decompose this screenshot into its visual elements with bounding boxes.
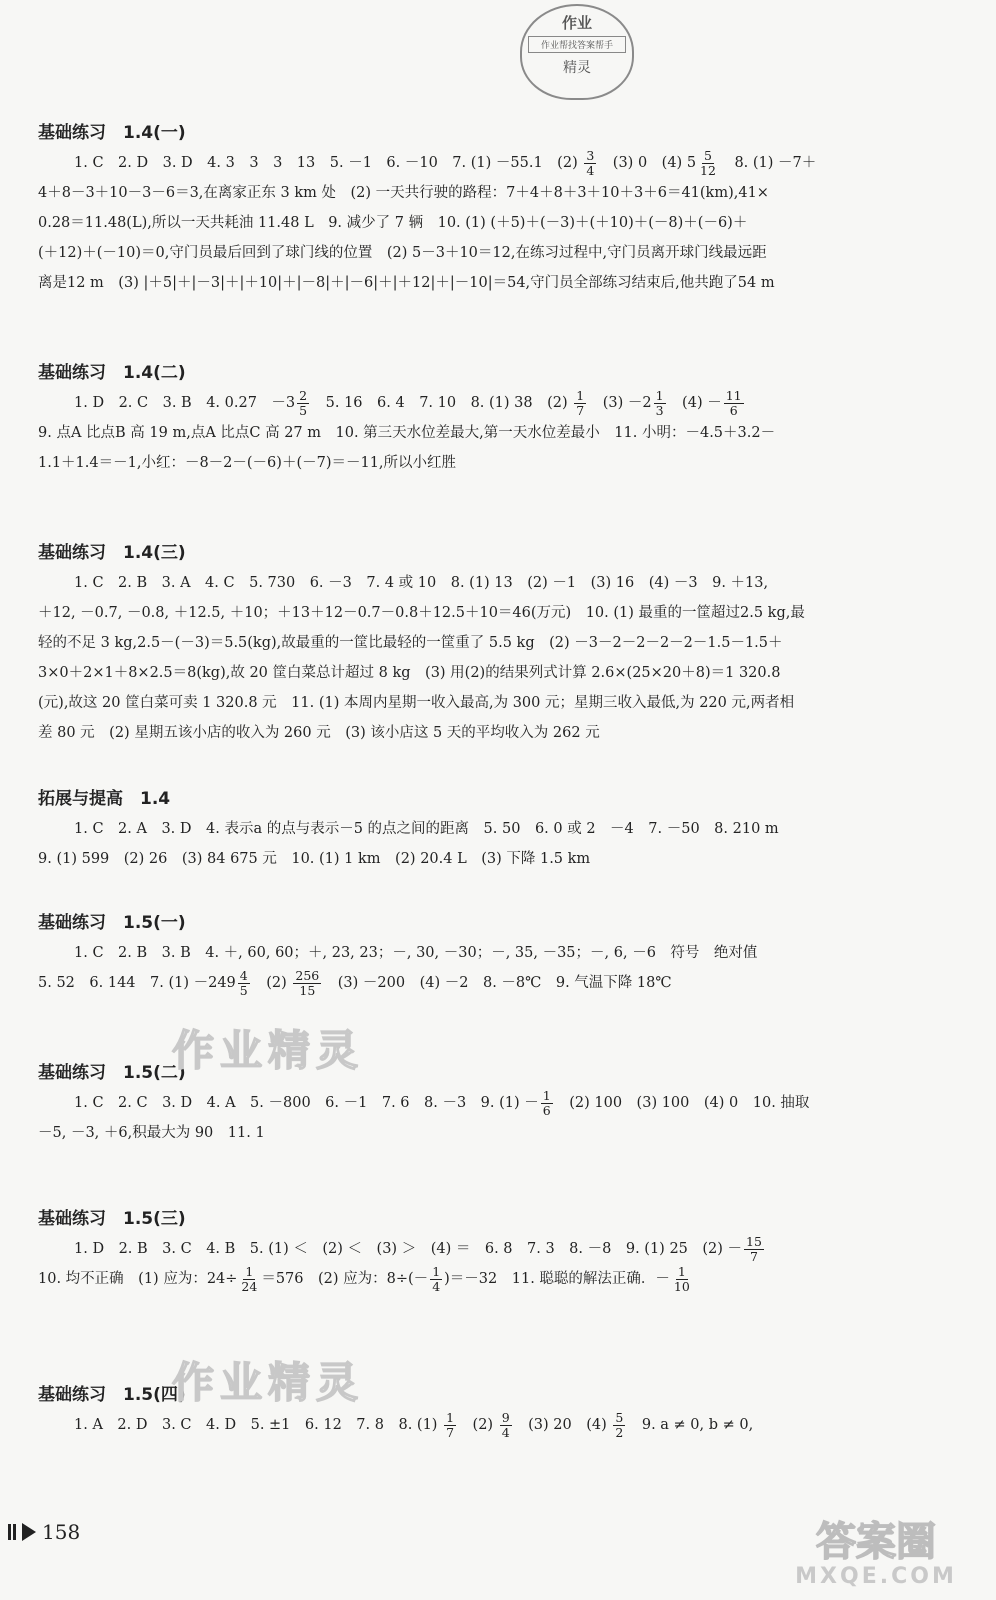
answer-text: 1. C 2. D 3. D 4. 3 3 3 13 5. －1 6. －10 7. (1) －55.1 (2) [74, 155, 583, 171]
answer-line [38, 1118, 958, 1148]
page-number: 158 [42, 1520, 81, 1544]
answer-text: 1.1＋1.4＝－1,小红：－8－2－(－6)＋(－7)＝－11,所以小红胜 [38, 455, 457, 471]
fraction-numerator: 3 [586, 147, 595, 163]
fraction-denominator: 12 [700, 162, 716, 178]
fraction-denominator: 5 [239, 982, 248, 998]
answer-line [38, 418, 958, 448]
fraction [541, 1089, 553, 1118]
answer-text: －5, －3, ＋6,积最大为 90 11. 1 [38, 1125, 265, 1141]
answer-text: (3) 0 (4) 5 [598, 155, 697, 171]
section-heading: 基础练习 1.5(一) [38, 913, 186, 933]
answer-text: 离是12 m (3) |＋5|＋|－3|＋|＋10|＋|－8|＋|－6|＋|＋12|＋|－10|＝54,守门员全部练习结束后,他共跑了54 m [38, 275, 775, 291]
fraction-numerator: 256 [295, 967, 320, 983]
answer-text: (2) 100 (3) 100 (4) 0 10. 抽取 [554, 1095, 810, 1111]
answer-line [38, 968, 958, 998]
fraction-denominator: 5 [299, 402, 308, 418]
fraction [574, 389, 586, 418]
fraction [584, 149, 596, 178]
fraction [698, 149, 718, 178]
fraction-denominator: 4 [432, 1278, 441, 1294]
answer-line [38, 1234, 958, 1264]
answer-text: 5. 16 6. 4 7. 10 8. (1) 38 (2) [311, 395, 573, 411]
answer-text: (4) － [667, 395, 722, 411]
fraction-numerator: 1 [446, 1409, 455, 1425]
section-1-5-1 [38, 908, 958, 998]
fraction [430, 1265, 442, 1294]
fraction [238, 969, 250, 998]
answer-text: 9. 点A 比点B 高 19 m,点A 比点C 高 27 m 10. 第三天水位差最大,第一天水位差最小 11. 小明：－4.5＋3.2－ [38, 425, 776, 441]
section-1-4-2 [38, 358, 958, 478]
answer-text: ＋12, －0.7, －0.8, ＋12.5, ＋10；＋13＋12－0.7－0.8＋12.5＋10＝46(万元) 10. (1) 最重的一筐超过2.5 kg,最 [38, 605, 805, 621]
fraction-numerator: 1 [245, 1263, 254, 1279]
stamp-middle-text: 作业帮找答案帮手 [528, 36, 626, 53]
fraction [444, 1411, 456, 1440]
answer-text: (2) [458, 1417, 498, 1433]
fraction-denominator: 7 [750, 1248, 758, 1264]
section-1-5-3 [38, 1204, 958, 1294]
answer-text: 轻的不足 3 kg,2.5－(－3)＝5.5(kg),故最重的一筐比最轻的一筐重了 5.5 kg (2) －3－2－2－2－2－1.5－1.5＋ [38, 635, 783, 651]
fraction-numerator: 4 [239, 967, 248, 983]
corner-logo-top: 答案圈 [816, 1519, 936, 1565]
section-heading: 基础练习 1.5(二) [38, 1063, 186, 1083]
fraction-numerator: 1 [542, 1087, 551, 1103]
answer-line [38, 844, 958, 874]
section-heading: 基础练习 1.4(三) [38, 543, 186, 563]
fraction-numerator: 11 [725, 387, 742, 403]
answer-text: (元),故这 20 筐白菜可卖 1 320.8 元 11. (1) 本周内星期一收入最高,为 300 元；星期三收入最低,为 220 元,两者相 [38, 695, 795, 711]
section-heading: 基础练习 1.4(二) [38, 363, 186, 383]
answer-text: 差 80 元 (2) 星期五该小店的收入为 260 元 (3) 该小店这 5 天的平均收入为 262 元 [38, 725, 600, 741]
fraction-denominator: 7 [576, 402, 585, 418]
answer-line [38, 658, 958, 688]
page-number-footer [8, 1520, 80, 1544]
answer-text: ＝576 (2) 应为：8÷(－ [261, 1271, 429, 1287]
fraction-denominator: 15 [299, 982, 316, 998]
fraction-numerator: 1 [576, 387, 585, 403]
answer-text: 8. (1) －7＋ [719, 155, 817, 171]
answer-line [38, 688, 958, 718]
fraction-numerator: 1 [432, 1263, 441, 1279]
fraction-numerator: 5 [704, 147, 712, 163]
answer-text: 1. A 2. D 3. C 4. D 5. ±1 6. 12 7. 8 8. (1) [74, 1417, 443, 1433]
section-heading: 基础练习 1.5(四) [38, 1385, 186, 1405]
answer-line [38, 178, 958, 208]
answer-text: 1. C 2. B 3. A 4. C 5. 730 6. －3 7. 4 或 10 8. (1) 13 (2) －1 (3) 16 (4) －3 9. ＋13, [74, 575, 769, 591]
fraction-numerator: 1 [655, 387, 664, 403]
section-1-4-1 [38, 118, 958, 298]
fraction [654, 389, 666, 418]
footer-arrow-icon [22, 1523, 36, 1541]
fraction-denominator: 6 [729, 402, 738, 418]
answer-line [38, 938, 958, 968]
fraction-denominator: 4 [501, 1424, 510, 1440]
corner-logo-bottom: MXQE.COM [795, 1564, 957, 1589]
section-extension-1-4 [38, 784, 958, 874]
fraction-numerator: 15 [746, 1233, 762, 1249]
answer-line [38, 1264, 958, 1294]
fraction-denominator: 2 [615, 1424, 624, 1440]
watermark-2: 作业精灵 [172, 1358, 365, 1407]
fraction-numerator: 1 [677, 1263, 686, 1279]
answer-text: 1. C 2. B 3. B 4. ＋, 60, 60；＋, 23, 23；－, 30, －30；－, 35, －35；－, 6, －6 符号 绝对值 [74, 945, 758, 961]
answer-text: 1. D 2. C 3. B 4. 0.27 －3 [74, 395, 296, 411]
fraction-denominator: 6 [542, 1102, 551, 1118]
answer-line [38, 1088, 958, 1118]
fraction [724, 389, 744, 418]
answer-text: (＋12)＋(－10)＝0,守门员最后回到了球门线的位置 (2) 5－3＋10＝12,在练习过程中,守门员离开球门线最远距 [38, 245, 767, 261]
answer-line [38, 598, 958, 628]
answer-text: 1. C 2. A 3. D 4. 表示a 的点与表示－5 的点之间的距离 5. 50 6. 0 或 2 －4 7. －50 8. 210 m [74, 821, 779, 837]
answer-line [38, 568, 958, 598]
answer-text: 0.28＝11.48(L),所以一天共耗油 11.48 L 9. 减少了 7 辆 10. (1) (＋5)＋(－3)＋(＋10)＋(－8)＋(－6)＋ [38, 215, 748, 231]
fraction-denominator: 24 [241, 1278, 258, 1294]
answer-line [38, 238, 958, 268]
answer-text: (3) －200 (4) －2 8. －8℃ 9. 气温下降 18℃ [323, 975, 672, 991]
answer-line [38, 148, 958, 178]
answer-text: 9. a ≠ 0, b ≠ 0, [627, 1417, 754, 1433]
answer-line [38, 208, 958, 238]
fraction-numerator: 2 [299, 387, 308, 403]
watermark-1: 作业精灵 [172, 1026, 365, 1075]
answer-text: 1. C 2. C 3. D 4. A 5. －800 6. －1 7. 6 8. －3 9. (1) － [74, 1095, 539, 1111]
section-heading: 基础练习 1.4(一) [38, 123, 186, 143]
fraction-denominator: 7 [446, 1424, 455, 1440]
fraction [672, 1265, 692, 1294]
answer-text: 4＋8－3＋10－3－6＝3,在离家正东 3 km 处 (2) 一天共行驶的路程：7＋4＋8＋3＋10＋3＋6＝41(km),41× [38, 185, 769, 201]
fraction [293, 969, 321, 998]
fraction [500, 1411, 512, 1440]
answer-line [38, 628, 958, 658]
fraction [744, 1235, 764, 1264]
section-1-4-3 [38, 538, 958, 748]
answer-text: 3×0＋2×1＋8×2.5＝8(kg),故 20 筐白菜总计超过 8 kg (3) 用(2)的结果列式计算 2.6×(25×20＋8)＝1 320.8 [38, 665, 781, 681]
answer-text: )＝－32 11. 聪聪的解法正确．－ [444, 1271, 670, 1287]
fraction-denominator: 10 [673, 1278, 690, 1294]
answer-text: 5. 52 6. 144 7. (1) －249 [38, 975, 236, 991]
footer-bars-icon [8, 1524, 16, 1540]
fraction [297, 389, 309, 418]
fraction-denominator: 4 [586, 162, 595, 178]
stamp-bottom-text: 精灵 [563, 60, 591, 76]
answer-text: (2) [251, 975, 292, 991]
answer-text: (3) －2 [588, 395, 652, 411]
answer-line [38, 814, 958, 844]
fraction [239, 1265, 259, 1294]
answer-text: 1. D 2. B 3. C 4. B 5. (1) ＜ (2) ＜ (3) ＞ (4) ＝ 6. 8 7. 3 8. －8 9. (1) 25 (2) － [74, 1241, 743, 1257]
fraction-numerator: 9 [501, 1409, 510, 1425]
answer-line [38, 1410, 958, 1440]
answer-line [38, 388, 958, 418]
top-stamp-logo [520, 4, 634, 100]
section-heading: 拓展与提高 1.4 [38, 789, 171, 809]
stamp-top-text: 作业 [561, 14, 592, 32]
answer-line [38, 268, 958, 298]
section-heading: 基础练习 1.5(三) [38, 1209, 186, 1229]
corner-watermark-logo [776, 1520, 976, 1592]
answer-text: 10. 均不正确 (1) 应为：24÷ [38, 1271, 238, 1287]
fraction-denominator: 3 [655, 402, 664, 418]
answer-line [38, 448, 958, 478]
fraction-numerator: 5 [615, 1409, 624, 1425]
answer-text: 9. (1) 599 (2) 26 (3) 84 675 元 10. (1) 1 km (2) 20.4 L (3) 下降 1.5 km [38, 851, 591, 867]
answer-line [38, 718, 958, 748]
answer-text: (3) 20 (4) [513, 1417, 612, 1433]
fraction [613, 1411, 625, 1440]
